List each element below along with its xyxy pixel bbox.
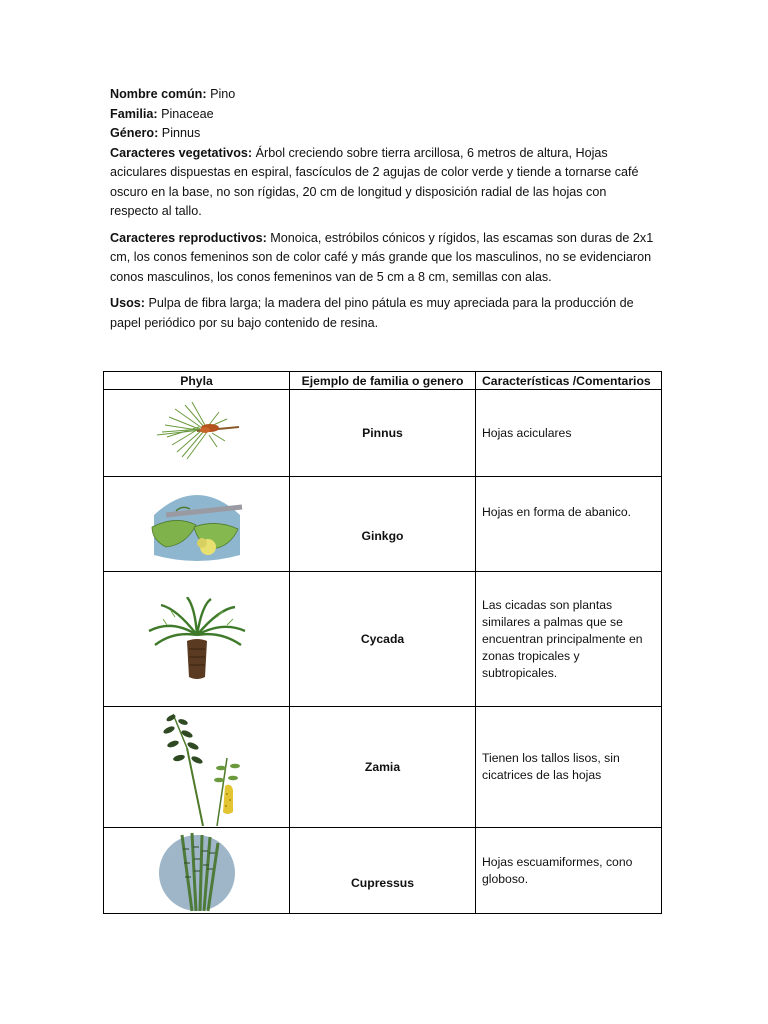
table-row	[104, 477, 662, 572]
genus-cell: Pinnus	[290, 390, 476, 477]
genus-label: Género:	[110, 126, 159, 140]
zamia-image-cell	[104, 707, 290, 828]
reproductive-paragraph	[110, 229, 658, 288]
family-label: Familia:	[110, 106, 158, 121]
comment-cell: Hojas escuamiformes, cono globoso.	[476, 828, 662, 914]
pine-branch-illustration	[147, 397, 247, 469]
family-value: Pinaceae	[161, 106, 214, 121]
cycad-image-cell	[104, 572, 290, 707]
comment-cell	[476, 477, 662, 572]
comment-cell: Hojas aciculares	[476, 390, 662, 477]
genus-cell: Zamia	[290, 707, 476, 828]
genus-cell: Cycada	[290, 572, 476, 707]
pine-image-cell	[104, 390, 290, 477]
reproductive-text: Monoica, estróbilos cónicos y rígidos, las escamas son duras de 2x1 cm, los conos femeninos son de color café y más grande que los masculinos, no se evidenciaron conos masculinos, los conos femeninos van de 5 cm a 8 cm, semillas con alas.	[110, 230, 654, 284]
phyla-table	[103, 371, 662, 914]
uses-paragraph	[110, 294, 658, 333]
comment-cell: Las cicadas son plantas similares a palmas que se encuentran principalmente en zonas tropicales y subtropicales.	[476, 572, 662, 707]
reproductive-label: Caracteres reproductivos:	[110, 230, 267, 245]
common-name-line	[110, 85, 658, 105]
vegetative-text: Árbol creciendo sobre tierra arcillosa, 6 metros de altura, Hojas aciculares dispuestas en espiral, fascículos de 2 agujas de color verde y tiende a tornarse café oscuro en la base, no son rígidas, 20 cm de longitud y disposición radial de las hojas con respecto al tallo.	[110, 145, 639, 218]
header-comments: Características /Comentarios	[476, 372, 662, 390]
uses-text: Pulpa de fibra larga; la madera del pino pátula es muy apreciada para la producción de papel periódico por su bajo contenido de resina.	[110, 296, 634, 330]
genus-line	[110, 124, 658, 144]
uses-label: Usos:	[110, 296, 145, 310]
header-family-example: Ejemplo de familia o genero	[290, 372, 476, 390]
table-row	[104, 572, 662, 707]
genus-value: Pinnus	[161, 126, 201, 140]
table-row	[104, 828, 662, 914]
ginkgo-image-cell	[104, 477, 290, 572]
cupressus-stems-illustration	[152, 829, 242, 913]
comment-cell: Tienen los tallos lisos, sin cicatrices de las hojas	[476, 707, 662, 828]
genus-cell	[290, 828, 476, 914]
table-row	[104, 390, 662, 477]
family-line	[110, 105, 658, 125]
genus-text: Ginkgo	[361, 529, 404, 543]
comment-text: Hojas en forma de abanico.	[482, 504, 632, 519]
genus-cell	[290, 477, 476, 572]
vegetative-paragraph	[110, 144, 658, 222]
common-name-value: Pino	[210, 87, 236, 101]
table-header-row	[104, 372, 662, 390]
common-name-label: Nombre común:	[110, 87, 207, 101]
vegetative-label: Caracteres vegetativos:	[110, 145, 253, 160]
genus-text: Cupressus	[351, 875, 414, 890]
cupressus-image-cell	[104, 828, 290, 914]
zamia-plant-illustration	[147, 708, 247, 826]
cycad-plant-illustration	[147, 597, 247, 681]
ginkgo-branch-illustration	[146, 485, 248, 563]
table-row	[104, 707, 662, 828]
species-description	[110, 85, 658, 333]
header-phyla: Phyla	[104, 372, 290, 390]
